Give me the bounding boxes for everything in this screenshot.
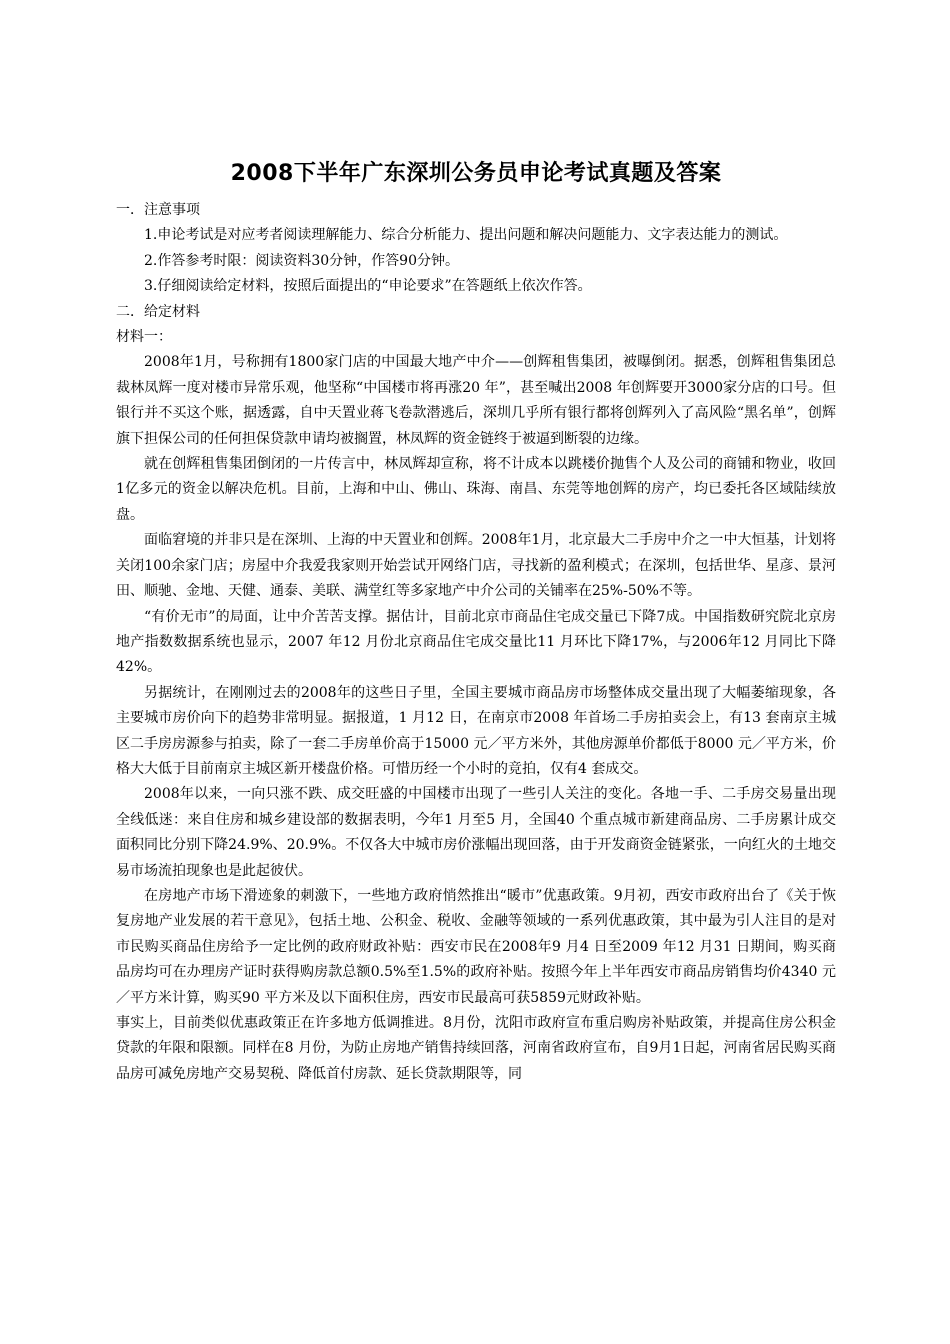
- material-paragraph: 就在创辉租售集团倒闭的一片传言中，林凤辉却宣称，将不计成本以跳楼价抛售个人及公司的商铺和物业，收回1亿多元的资金以解决危机。目前，上海和中山、佛山、珠海、南昌、东莞等地创辉的房产，均已委托各区域陆续放盘。: [116, 456, 836, 523]
- material-paragraph: 在房地产市场下滑迹象的刺激下，一些地方政府悄然推出“暖市”优惠政策。9月初，西安市政府出台了《关于恢复房地产业发展的若干意见》，包括土地、公积金、税收、金融等领域的一系列优惠政策，其中最为引人注目的是对市民购买商品住房给予一定比例的政府财政补贴：西安市民在2008年9 月4 日至2009 年12 月31 日期间，购买商品房均可在办理房产证时获得购房款总额0.5%至1.5%的政府补贴。按照今年上半年西安市商品房销售均价4340 元／平方米计算，购买90 平方米及以下面积住房，西安市民最高可获5859元财政补贴。: [116, 887, 836, 1006]
- material-label: 材料一：: [116, 329, 172, 346]
- notes-item: 3.仔细阅读给定材料，按照后面提出的“申论要求”在答题纸上依次作答。: [144, 278, 592, 295]
- material-paragraph: 2008年1月，号称拥有1800家门店的中国最大地产中介——创辉租售集团，被曝倒闭。据悉，创辉租售集团总裁林凤辉一度对楼市异常乐观，他坚称“中国楼市将再涨20 年”，甚至喊出2008 年创辉要开3000家分店的口号。但银行并不买这个账，据透露，自中天置业蒋飞卷款潜逃后，深圳几乎所有银行都将创辉列入了高风险“黑名单”，创辉旗下担保公司的任何担保贷款申请均被搁置，林凤辉的资金链终于被逼到断裂的边缘。: [116, 354, 836, 447]
- material-paragraph: 面临窘境的并非只是在深圳、上海的中天置业和创辉。2008年1月，北京最大二手房中介之一中大恒基，计划将关闭100余家门店；房屋中介我爱我家则开始尝试开网络门店，寻找新的盈利模式；在深圳，包括世华、星彦、景河田、顺驰、金地、天健、通泰、美联、满堂红等多家地产中介公司的关铺率在25%-50%不等。: [116, 532, 836, 600]
- notes-item: 2.作答参考时限：阅读资料30分钟，作答90分钟。: [144, 252, 459, 269]
- document-body: [116, 158, 836, 1087]
- notes-item: 1.申论考试是对应考者阅读理解能力、综合分析能力、提出问题和解决问题能力、文字表达能力的测试。: [144, 227, 788, 244]
- material-paragraph: 2008年以来，一向只涨不跌、成交旺盛的中国楼市出现了一些引人关注的变化。各地一手、二手房交易量出现全线低迷：来自住房和城乡建设部的数据表明，今年1 月至5 月，全国40 个重点城市新建商品房、二手房累计成交面积同比分别下降24.9%、20.9%。不仅各大中城市房价涨幅出现回落，由于开发商资金链紧张，一向红火的土地交易市场流拍现象也是此起彼伏。: [116, 786, 836, 879]
- material-paragraph-continued: 事实上，目前类似优惠政策正在许多地方低调推进。8月份，沈阳市政府宣布重启购房补贴政策，并提高住房公积金贷款的年限和限额。同样在8 月份，为防止房地产销售持续回落，河南省政府宣布，自9月1日起，河南省居民购买商品房可减免房地产交易契税、降低首付房款、延长贷款期限等，同: [116, 1015, 836, 1082]
- document-title: 2008下半年广东深圳公务员申论考试真题及答案: [230, 161, 722, 186]
- material-paragraph: 另据统计，在刚刚过去的2008年的这些日子里，全国主要城市商品房市场整体成交量出现了大幅萎缩现象，各主要城市房价向下的趋势非常明显。据报道，1 月12 日，在南京市2008 年首场二手房拍卖会上，有13 套南京主城区二手房房源参与拍卖，除了一套二手房单价高于15000 元／平方米外，其他房源单价都低于8000 元／平方米，价格大大低于目前南京主城区新开楼盘价格。可惜历经一个小时的竞拍，仅有4 套成交。: [116, 684, 836, 777]
- section-heading-materials: 二．给定材料: [116, 303, 200, 320]
- section-heading-notes: 一．注意事项: [116, 202, 200, 218]
- material-paragraph: “有价无市”的局面，让中介苦苦支撑。据估计，目前北京市商品住宅成交量已下降7成。中国指数研究院北京房地产指数数据系统也显示，2007 年12 月份北京商品住宅成交量比11 月环比下降17%，与2006年12 月同比下降42%。: [116, 608, 836, 676]
